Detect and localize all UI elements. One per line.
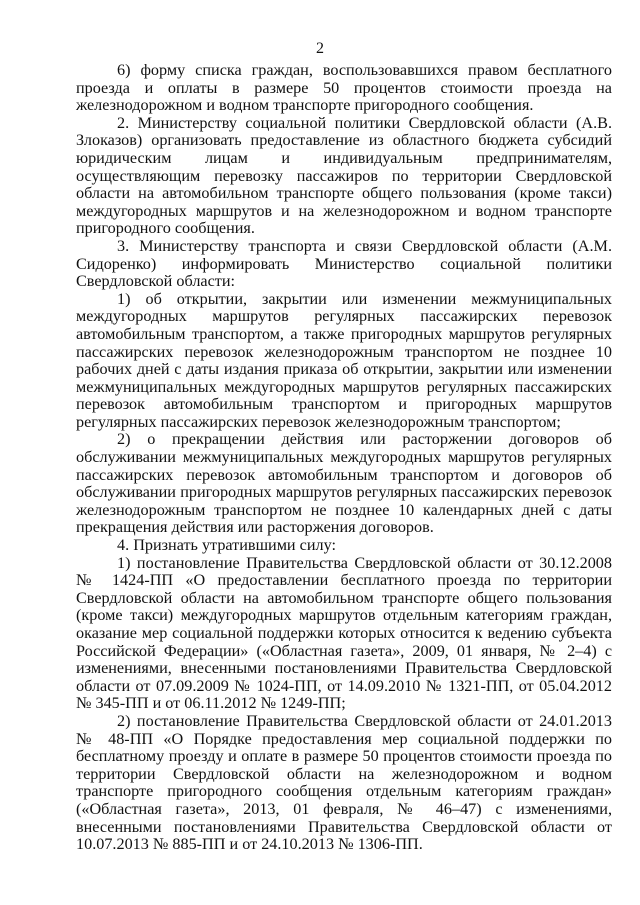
paragraph-item-6-form: 6) форму списка граждан, воспользовавшихся правом бесплатного проезда и оплаты в размере 50 процентов стоимости проезда на железнодорожном и водном транспорте пригородного сообщения. — [76, 61, 612, 115]
paragraph-clause-4-item-2: 2) постановление Правительства Свердловской области от 24.01.2013 № 48-ПП «О Порядке предоставления мер социальной поддержки по бесплатному проезду и оплате в размере 50 процентов стоимости проезда по территории Свердловской области на железнодорожном и водном транспорте пригородного сообщения отдельным категориям граждан» («Областная газета», 2013, 01 февраля, № 46–47) с изменениями, внесенными постановлениями Правительства Свердловской области от 10.07.2013 № 885-ПП и от 24.10.2013 № 1306-ПП. — [76, 711, 612, 854]
paragraph-clause-3-item-2: 2) о прекращении действия или расторжении договоров об обслуживании межмуниципальных междугородных маршрутов регулярных пассажирских перевозок автомобильным транспортом и договоров об обслуживании пригородных маршрутов регулярных пассажирских перевозок железнодорожным транспортом не позднее 10 календарных дней с даты прекращения действия или расторжения договоров. — [76, 430, 612, 537]
document-body — [76, 62, 612, 854]
paragraph-clause-4-item-1: 1) постановление Правительства Свердловской области от 30.12.2008 № 1424-ПП «О предоставлении бесплатного проезда по территории Свердловской области на автомобильном транспорте общего пользования (кроме такси) междугородных маршрутов отдельным категориям граждан, оказание мер социальной поддержки которых относится к ведению субъекта Российской Федерации» («Областная газета», 2009, 01 января, № 2–4) с изменениями, внесенными постановлениями Правительства Свердловской области от 07.09.2009 № 1024-ПП, от 14.09.2010 № 1321-ПП, от 05.04.2012 № 345-ПП и от 06.11.2012 № 1249-ПП; — [76, 553, 612, 713]
paragraph-clause-2: 2. Министерству социальной политики Свердловской области (А.В. Злоказов) организовать предоставление из областного бюджета субсидий юридическим лицам и индивидуальным предпринимателям, осуществляющим перевозку пассажиров по территории Свердловской области на автомобильном транспорте общего пользования (кроме такси) междугородных маршрутов и на железнодорожном и водном транспорте пригородного сообщения. — [76, 113, 612, 238]
paragraph-clause-3: 3. Министерству транспорта и связи Свердловской области (А.М. Сидоренко) информировать Министерство социальной политики Свердловской области: — [76, 236, 612, 291]
page-number: 2 — [316, 40, 324, 57]
paragraph-clause-4: 4. Признать утратившими силу: — [117, 536, 336, 555]
paragraph-clause-3-item-1: 1) об открытии, закрытии или изменении межмуниципальных междугородных маршрутов регулярных пассажирских перевозок автомобильным транспортом, а также пригородных маршрутов регулярных пассажирских перевозок железнодорожным транспортом не позднее 10 рабочих дней с даты издания приказа об открытии, закрытии или изменении межмуниципальных междугородных маршрутов регулярных пассажирских перевозок автомобильным транспортом и пригородных маршрутов регулярных пассажирских перевозок железнодорожным транспортом; — [76, 289, 612, 431]
